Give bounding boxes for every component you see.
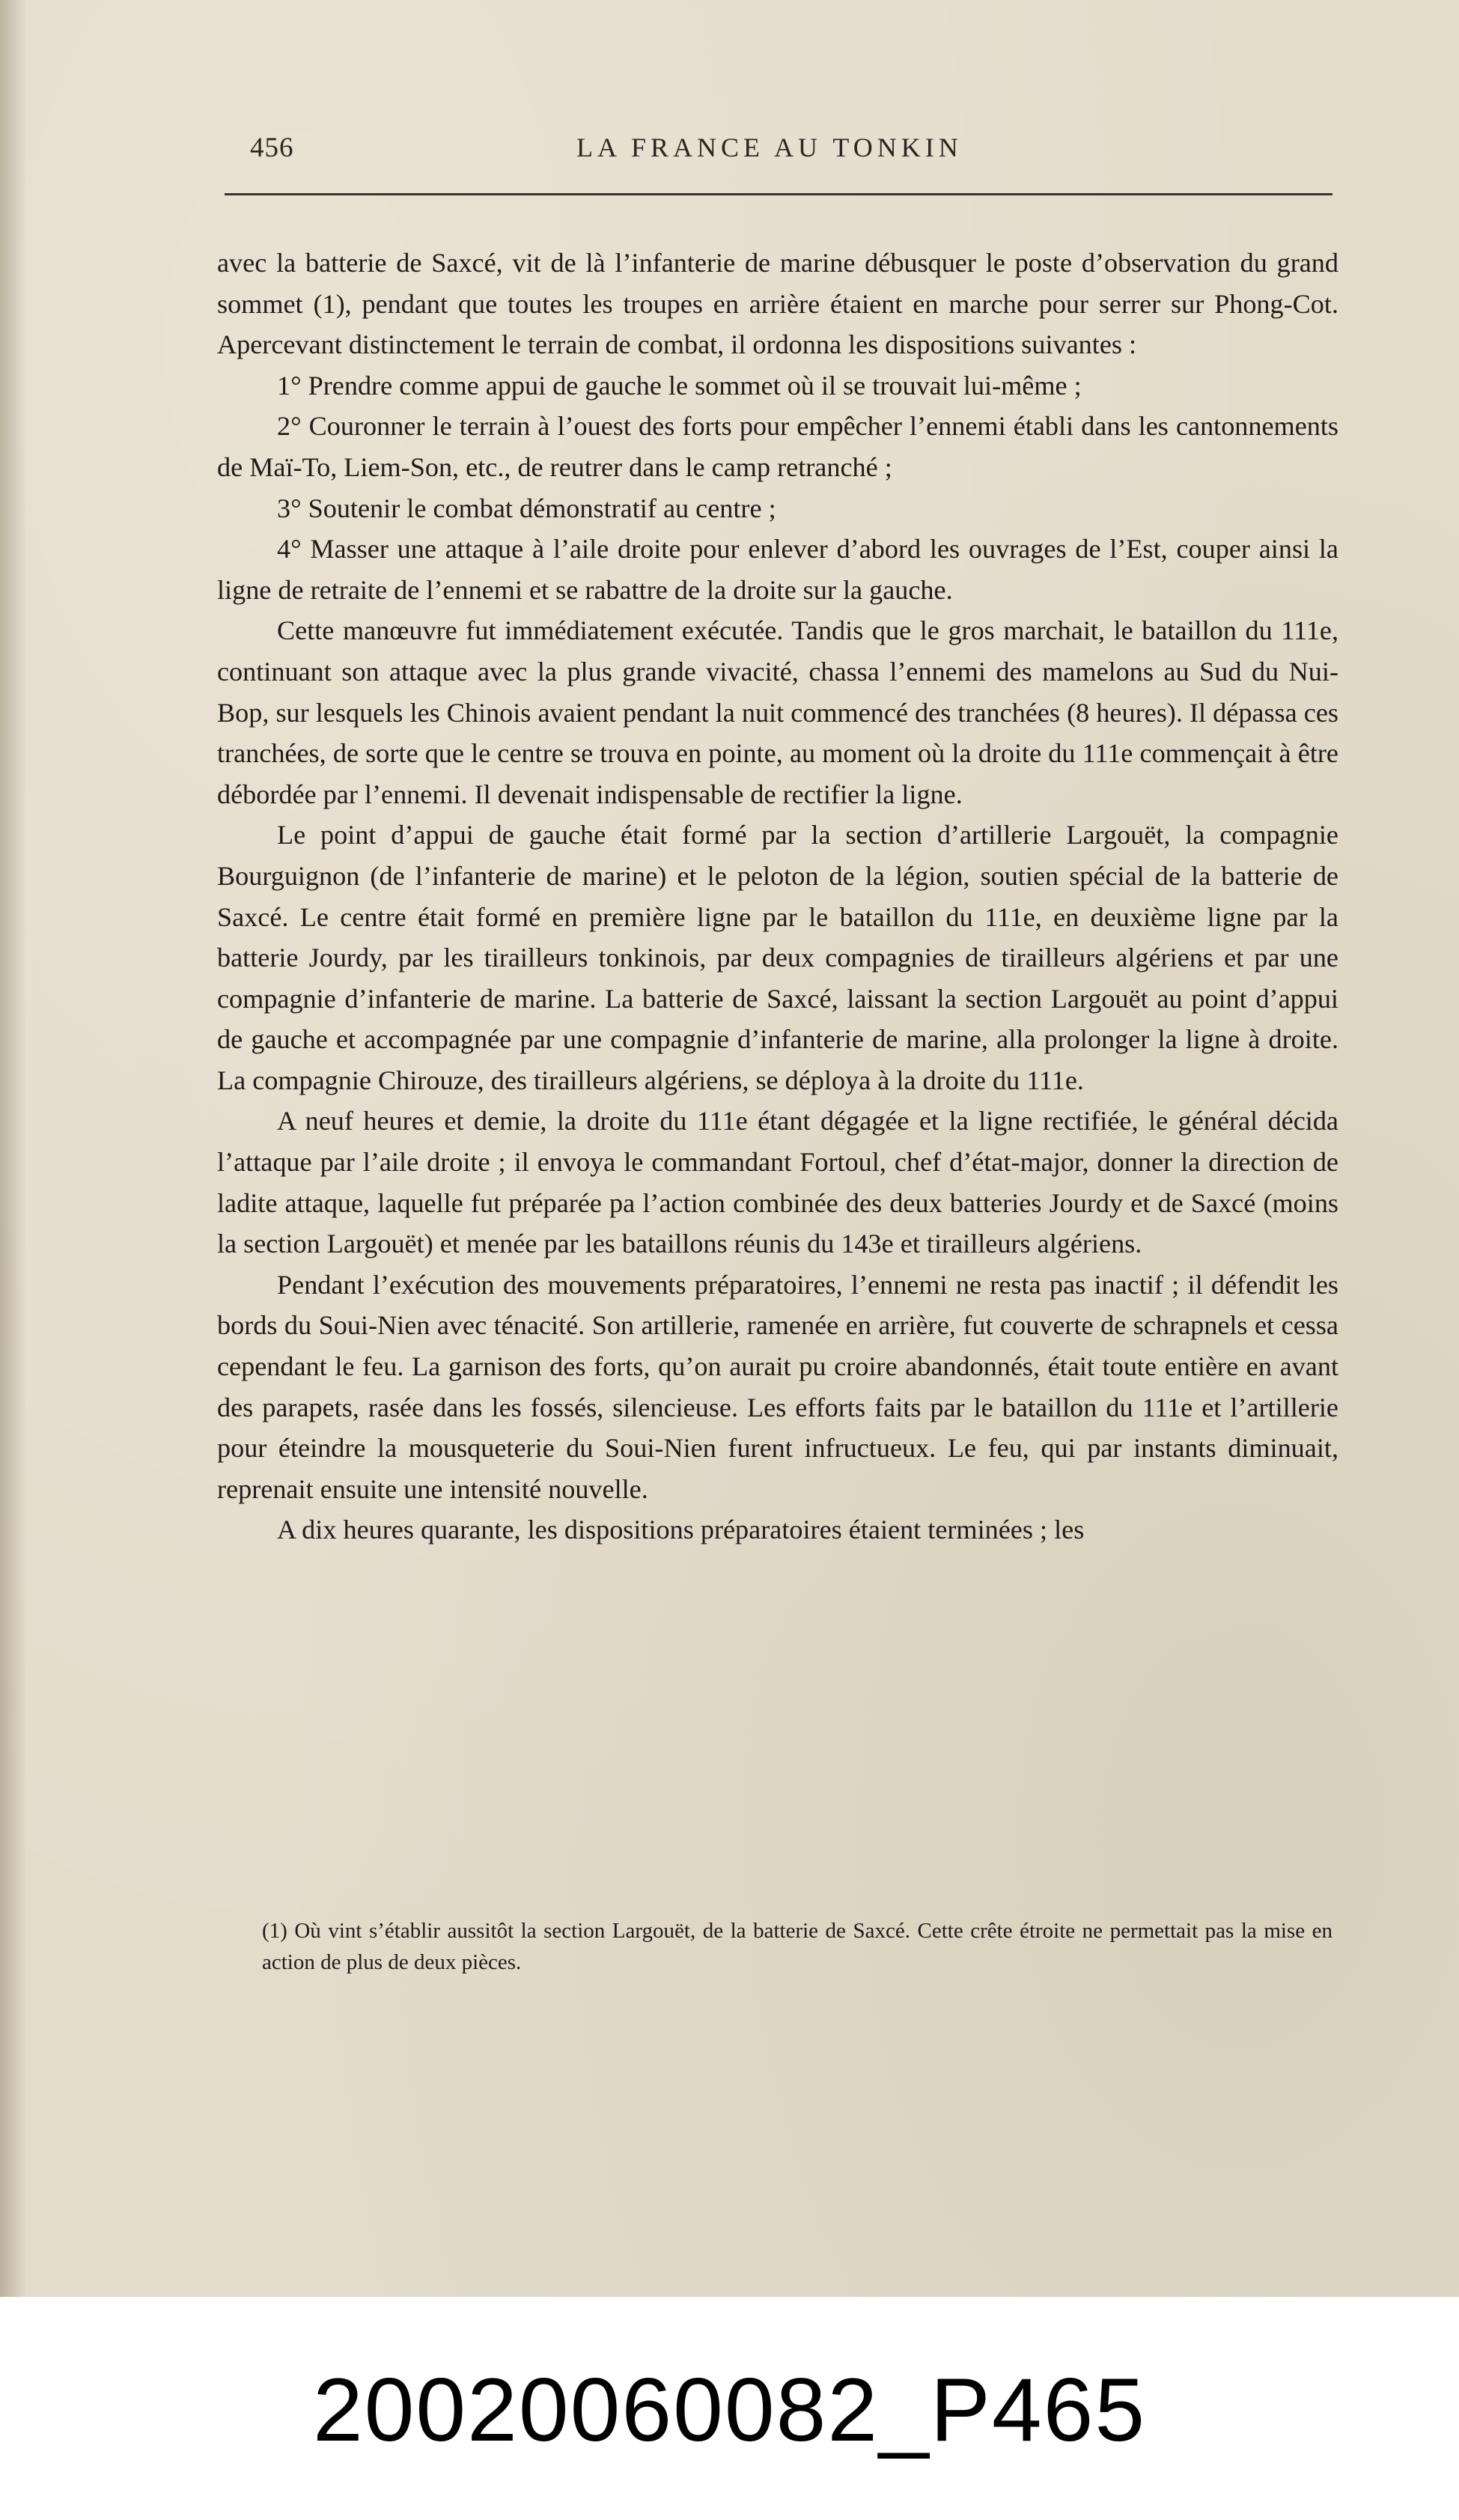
running-head <box>225 132 1332 177</box>
paragraph: Cette manœuvre fut immédiatement exécutée. Tandis que le gros marchait, le bataillon du 111e, continuant son attaque avec la plus grande vivacité, chassa l’ennemi des mamelons au Sud du Nui-Bop, sur lesquels les Chinois avaient pendant la nuit commencé des tranchées (8 heures). Il dépassa ces tranchées, de sorte que le centre se trouva en pointe, au moment où la droite du 111e commençait à être débordée par l’ennemi. Il devenait indispensable de rectifier la ligne. <box>217 615 1338 809</box>
paragraph: avec la batterie de Saxcé, vit de là l’infanterie de marine débusquer le poste d’observation du grand sommet (1), pendant que toutes les troupes en arrière étaient en marche pour serrer sur Phong-Cot. Apercevant distinctement le terrain de combat, il ordonna les dispositions suivantes : <box>217 248 1338 360</box>
list-item: 3° Soutenir le combat démonstratif au centre ; <box>277 493 776 523</box>
page-number: 456 <box>250 133 294 163</box>
list-item: 2° Couronner le terrain à l’ouest des forts pour empêcher l’ennemi établi dans les cantonnements de Maï-To, Liem-Son, etc., de reutrer dans le camp retranché ; <box>217 411 1338 482</box>
paragraph: A dix heures quarante, les dispositions préparatoires étaient terminées ; les <box>277 1515 1085 1545</box>
paragraph: Le point d’appui de gauche était formé par la section d’artillerie Largouët, la compagnie Bourguignon (de l’infanterie de marine) et le peloton de la légion, soutien spécial de la batterie de Saxcé. Le centre était formé en première ligne par le bataillon du 111e, en deuxième ligne par la batterie Jourdy, par les tirailleurs tonkinois, par deux compagnies de tirailleurs algériens et par une compagnie d’infanterie de marine. La batterie de Saxcé, laissant la section Largouët au point d’appui de gauche et accompagnée par une compagnie d’infanterie de marine, alla prolonger la ligne à droite. La compagnie Chirouze, des tirailleurs algériens, se déploya à la droite du 111e. <box>217 820 1338 1095</box>
header-rule <box>225 193 1332 195</box>
list-item: 4° Masser une attaque à l’aile droite pour enlever d’abord les ouvrages de l’Est, couper ainsi la ligne de retraite de l’ennemi et se rabattre de la droite sur la gauche. <box>217 534 1338 605</box>
body-text <box>217 243 1338 1550</box>
paragraph: A neuf heures et demie, la droite du 111e étant dégagée et la ligne rectifiée, le général décida l’attaque par l’aile droite ; il envoya le commandant Fortoul, chef d’état-major, donner la direction de ladite attaque, laquelle fut préparée pa l’action combinée des deux batteries Jourdy et de Saxcé (moins la section Largouët) et menée par les bataillons réunis du 143e et tirailleurs algériens. <box>217 1106 1338 1259</box>
footnote <box>262 1915 1332 1978</box>
list-item: 1° Prendre comme appui de gauche le sommet où il se trouvait lui-même ; <box>277 370 1082 401</box>
footnote-text: (1) Où vint s’établir aussitôt la section Largouët, de la batterie de Saxcé. Cette crête étroite ne permettait pas la mise en action de plus de deux pièces. <box>262 1919 1332 1974</box>
paragraph: Pendant l’exécution des mouvements préparatoires, l’ennemi ne resta pas inactif ; il défendit les bords du Soui-Nien avec ténacité. Son artillerie, ramenée en arrière, fut couverte de schrapnels et cessa cependant le feu. La garnison des forts, qu’on aurait pu croire abandonnés, était toute entière en avant des parapets, rasée dans les fossés, silencieuse. Les efforts faits par le bataillon du 111e et l’artillerie pour éteindre la mousqueterie du Soui-Nien furent infructueux. Le feu, qui par instants diminuait, reprenait ensuite une intensité nouvelle. <box>217 1269 1338 1504</box>
page-edge-shadow <box>0 0 27 2297</box>
image-id-caption: 20020060082_P465 <box>312 2360 1147 2460</box>
running-title: LA FRANCE AU TONKIN <box>576 133 963 162</box>
